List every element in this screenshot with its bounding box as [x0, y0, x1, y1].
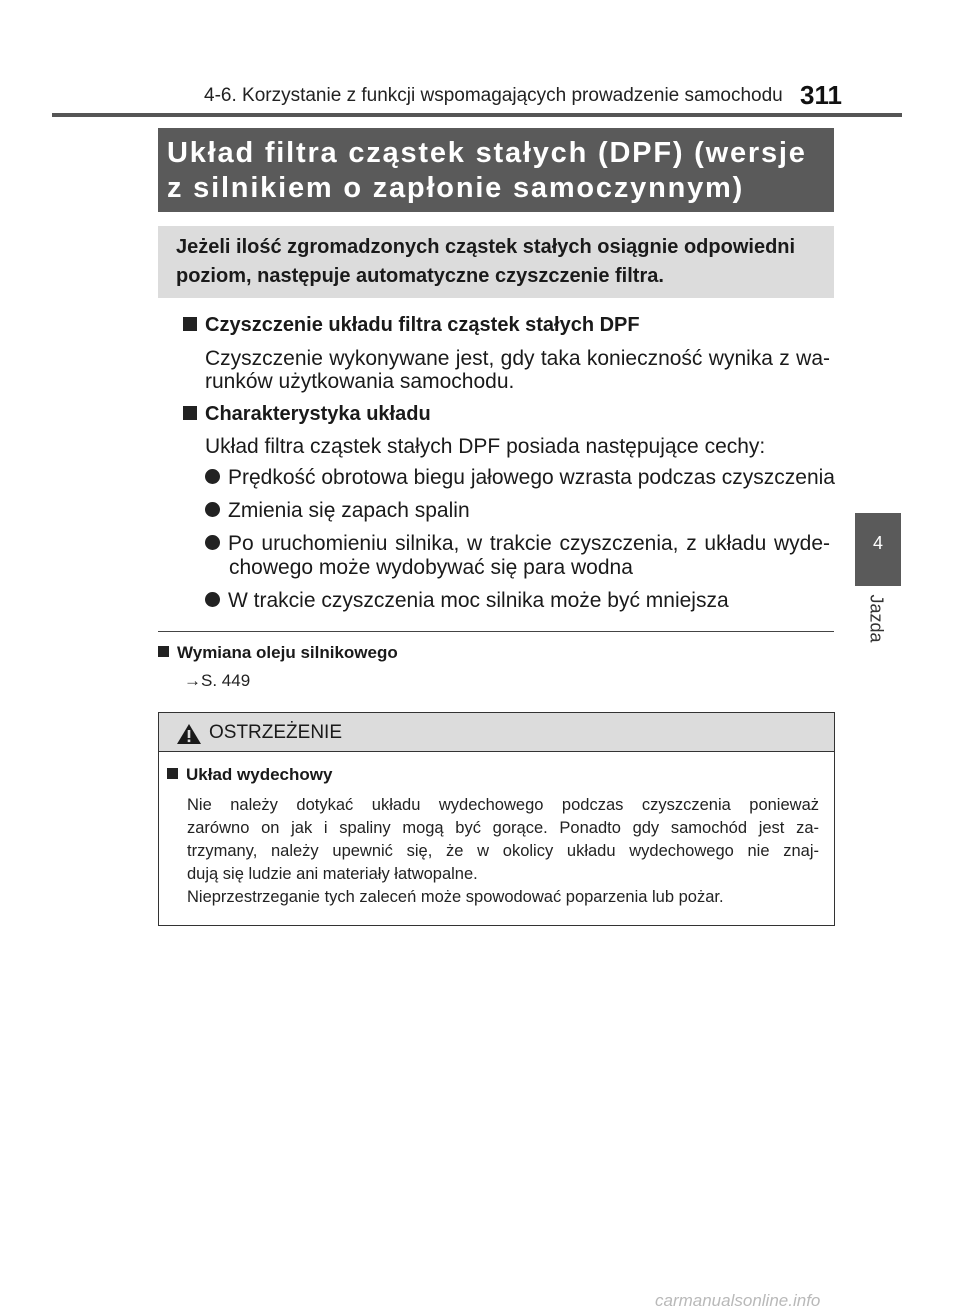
section-heading-characteristics: Charakterystyka układu: [183, 403, 431, 426]
header-rule: [52, 113, 902, 117]
warning-subheading: Układ wydechowy: [167, 765, 332, 785]
summary-line-2: poziom, następuje automatyczne czyszczenie filtra.: [176, 265, 664, 287]
bullet-dot-icon: [205, 535, 220, 550]
summary-box: [158, 226, 834, 298]
title-line-2: z silnikiem o zapłonie samoczynnym): [167, 172, 745, 204]
warning-text-line: trzymany, należy upewnić się, że w okolicy układu wydechowego nie znaj-: [187, 842, 819, 860]
cleaning-text-line-2: runków użytkowania samochodu.: [205, 370, 515, 393]
square-bullet-icon: [183, 406, 197, 420]
list-item: Prędkość obrotowa biegu jałowego wzrasta podczas czyszczenia: [205, 466, 835, 490]
watermark: carmanualsonline.info: [655, 1291, 821, 1310]
bullet-dot-icon: [205, 469, 220, 484]
title-line-1: Układ filtra cząstek stałych (DPF) (wersje: [167, 137, 807, 169]
list-item: Po uruchomieniu silnika, w trakcie czyszczenia, z układu wyde-: [205, 532, 830, 556]
warning-text-line: dują się ludzie ani materiały łatwopalne.: [187, 865, 478, 883]
page-reference-link[interactable]: →S. 449: [184, 671, 251, 690]
chapter-name-label: [864, 590, 894, 650]
warning-triangle-icon: [177, 724, 201, 744]
section-heading-cleaning: Czyszczenie układu filtra cząstek stałych DPF: [183, 314, 640, 337]
characteristics-intro: Układ filtra cząstek stałych DPF posiada następujące cechy:: [205, 435, 766, 458]
warning-text-line: Nieprzestrzeganie tych zaleceń może spowodować poparzenia lub pożar.: [187, 888, 724, 906]
page-number: 311: [800, 80, 842, 110]
section-title-banner: [158, 128, 834, 212]
summary-line-1: Jeżeli ilość zgromadzonych cząstek stałych osiągnie odpowiedni: [176, 236, 796, 258]
bullet-dot-icon: [205, 502, 220, 517]
warning-text-line: Nie należy dotykać układu wydechowego podczas czyszczenia ponieważ: [187, 796, 819, 814]
square-bullet-icon: [158, 646, 169, 657]
bullet-dot-icon: [205, 592, 220, 607]
section-divider: [158, 631, 834, 632]
warning-box: [158, 712, 835, 926]
cleaning-text-line-1: Czyszczenie wykonywane jest, gdy taka konieczność wynika z wa-: [205, 347, 830, 370]
warning-text-line: zarówno on jak i spaliny mogą być gorące. Ponadto gdy samochód jest za-: [187, 819, 819, 837]
chapter-name: Jazda: [866, 594, 887, 643]
square-bullet-icon: [183, 317, 197, 331]
list-item: Zmienia się zapach spalin: [205, 499, 470, 523]
note-heading: Wymiana oleju silnikowego: [158, 643, 398, 663]
warning-label: OSTRZEŻENIE: [209, 722, 343, 743]
list-item: W trakcie czyszczenia moc silnika może być mniejsza: [205, 589, 729, 613]
chapter-tab[interactable]: [855, 513, 901, 586]
list-item-continuation: chowego może wydobywać się para wodna: [229, 556, 633, 579]
square-bullet-icon: [167, 768, 178, 779]
chapter-number: 4: [872, 533, 883, 553]
section-title: 4-6. Korzystanie z funkcji wspomagających prowadzenie samochodu: [204, 85, 783, 106]
warning-header: [159, 713, 834, 752]
